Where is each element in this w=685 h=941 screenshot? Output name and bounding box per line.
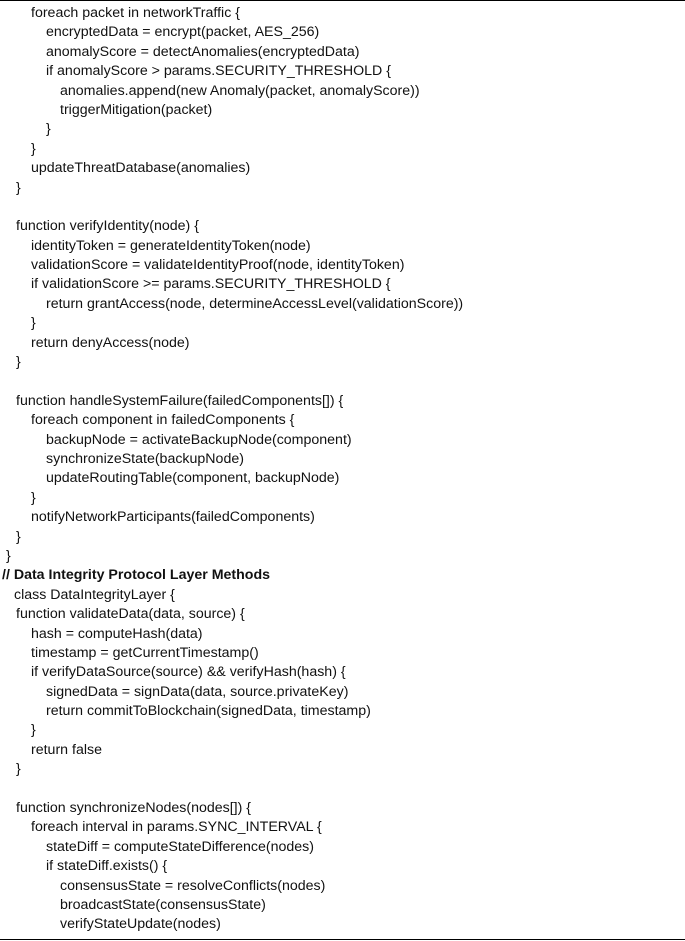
code-listing [0, 4, 685, 935]
code-line: } [31, 722, 36, 739]
code-line: } [16, 761, 21, 778]
code-line: } [31, 489, 36, 506]
code-line: return false [31, 741, 102, 758]
code-line: backupNode = activateBackupNode(component) [46, 431, 352, 448]
code-line: if anomalyScore > params.SECURITY_THRESHOLD { [46, 63, 391, 80]
code-line: verifyStateUpdate(nodes) [60, 916, 221, 933]
code-line: updateRoutingTable(component, backupNode) [46, 470, 340, 487]
code-line: synchronizeState(backupNode) [46, 450, 244, 467]
code-line: function handleSystemFailure(failedComponents[]) { [16, 392, 344, 409]
code-line: foreach component in failedComponents { [31, 412, 295, 429]
code-line: } [16, 179, 21, 196]
code-line: if stateDiff.exists() { [46, 858, 168, 875]
code-line: foreach interval in params.SYNC_INTERVAL { [31, 819, 322, 836]
code-line: return grantAccess(node, determineAccessLevel(validationScore)) [46, 295, 464, 312]
bottom-border [0, 939, 685, 940]
code-line: class DataIntegrityLayer { [14, 586, 175, 603]
code-line: return denyAccess(node) [31, 334, 190, 351]
code-line: updateThreatDatabase(anomalies) [31, 160, 251, 177]
code-line: signedData = signData(data, source.privateKey) [46, 683, 349, 700]
code-line [0, 198, 685, 217]
code-line: function verifyIdentity(node) { [16, 218, 199, 235]
code-line: function validateData(data, source) { [16, 606, 245, 623]
code-line: identityToken = generateIdentityToken(node) [31, 237, 311, 254]
code-line: } [31, 140, 36, 157]
code-line: } [6, 547, 11, 564]
code-line: triggerMitigation(packet) [60, 101, 213, 118]
code-line: broadcastState(consensusState) [60, 896, 266, 913]
code-line: if validationScore >= params.SECURITY_THRESHOLD { [31, 276, 391, 293]
code-line: } [16, 528, 21, 545]
code-line: notifyNetworkParticipants(failedComponents) [31, 509, 315, 526]
code-line: if verifyDataSource(source) && verifyHash(hash) { [31, 664, 346, 681]
code-line: anomalies.append(new Anomaly(packet, anomalyScore)) [60, 82, 420, 99]
code-line: } [46, 121, 51, 138]
code-line: timestamp = getCurrentTimestamp() [31, 644, 259, 661]
code-line: } [16, 354, 21, 371]
code-line [0, 372, 685, 391]
code-line: return commitToBlockchain(signedData, timestamp) [46, 703, 371, 720]
code-line: } [31, 315, 36, 332]
code-line: stateDiff = computeStateDifference(nodes) [46, 838, 315, 855]
code-line: hash = computeHash(data) [31, 625, 203, 642]
code-line: consensusState = resolveConflicts(nodes) [60, 877, 326, 894]
section-comment-line: // Data Integrity Protocol Layer Methods [2, 567, 271, 584]
code-line: foreach packet in networkTraffic { [31, 5, 240, 21]
code-line: anomalyScore = detectAnomalies(encryptedData) [46, 43, 360, 60]
top-border [0, 0, 685, 1]
code-line: encryptedData = encrypt(packet, AES_256) [46, 24, 320, 41]
code-line: function synchronizeNodes(nodes[]) { [16, 800, 252, 817]
code-line [0, 780, 685, 799]
code-line: validationScore = validateIdentityProof(node, identityToken) [31, 257, 405, 274]
